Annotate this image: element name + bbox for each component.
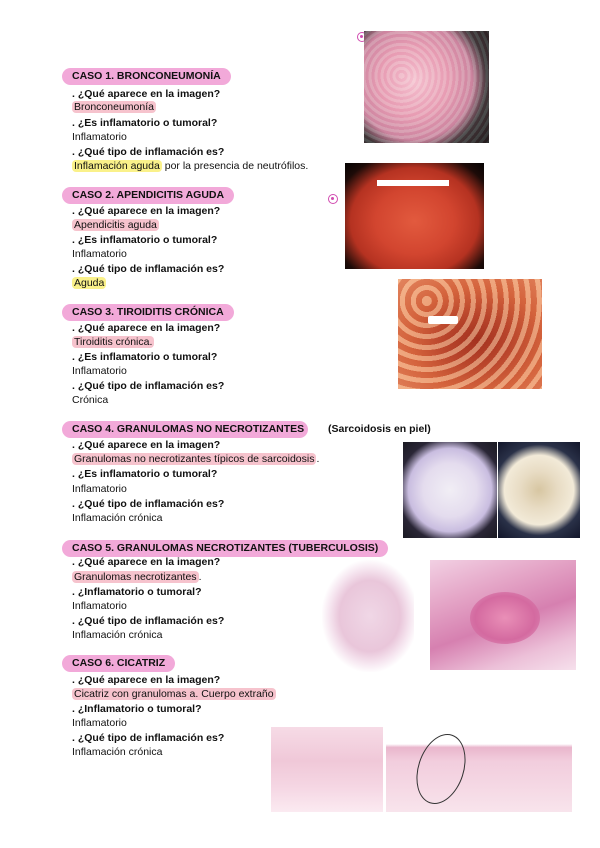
case-2-title: CASO 2. APENDICITIS AGUDA bbox=[62, 187, 234, 204]
case-2-answer-3: Aguda bbox=[74, 277, 105, 289]
image-caption-label bbox=[377, 180, 449, 186]
case-5-question-1: . ¿Qué aparece en la imagen? bbox=[72, 556, 221, 568]
case-5-title: CASO 5. GRANULOMAS NECROTIZANTES (TUBERCULOSIS) bbox=[62, 540, 388, 557]
case-3-question-1: . ¿Qué aparece en la imagen? bbox=[72, 322, 221, 334]
case-6-question-2: . ¿Inflamatorio o tumoral? bbox=[72, 703, 202, 715]
case-4-title-suffix: (Sarcoidosis en piel) bbox=[328, 423, 431, 435]
case-4-question-2: . ¿Es inflamatorio o tumoral? bbox=[72, 468, 218, 480]
case-1-answer-3-highlight: Inflamación aguda bbox=[74, 160, 160, 172]
case-2-question-1: . ¿Qué aparece en la imagen? bbox=[72, 205, 221, 217]
case-3-title: CASO 3. TIROIDITIS CRÓNICA bbox=[62, 304, 234, 321]
case-4-answer-3: Inflamación crónica bbox=[72, 512, 163, 524]
case-1-answer-3-rest: por la presencia de neutrófilos. bbox=[161, 160, 309, 172]
image-caption-label bbox=[428, 316, 458, 324]
case-2-answer-1: Apendicitis aguda bbox=[74, 219, 157, 231]
case-1-question-1: . ¿Qué aparece en la imagen? bbox=[72, 88, 221, 100]
case-5-answer-3: Inflamación crónica bbox=[72, 629, 163, 641]
case-5-answer-1: Granulomas necrotizantes bbox=[74, 571, 197, 583]
case-4-question-1: . ¿Qué aparece en la imagen? bbox=[72, 439, 221, 451]
case-3-answer-1: Tiroiditis crónica. bbox=[74, 336, 153, 348]
case-4-micrograph-right bbox=[498, 442, 580, 538]
case-6-answer-1: Cicatriz con granulomas a. Cuerpo extraño bbox=[74, 688, 274, 700]
case-4-question-3: . ¿Qué tipo de inflamación es? bbox=[72, 498, 225, 510]
annotation-circle bbox=[408, 728, 474, 811]
case-6-question-3: . ¿Qué tipo de inflamación es? bbox=[72, 732, 225, 744]
case-5-answer-1-rest: . bbox=[198, 571, 202, 583]
case-4-title bbox=[62, 421, 308, 438]
case-1-title: CASO 1. BRONCONEUMONÍA bbox=[62, 68, 231, 85]
case-6-micrograph-left bbox=[271, 727, 383, 812]
case-6-answer-3: Inflamación crónica bbox=[72, 746, 163, 758]
case-4-title-main: CASO 4. GRANULOMAS NO NECROTIZANTES bbox=[72, 423, 305, 435]
case-5-question-2: . ¿Inflamatorio o tumoral? bbox=[72, 586, 202, 598]
case-6-answer-2: Inflamatorio bbox=[72, 717, 127, 729]
case-6-title: CASO 6. CICATRIZ bbox=[62, 655, 175, 672]
case-3-micrograph bbox=[398, 279, 542, 389]
case-5-question-3: . ¿Qué tipo de inflamación es? bbox=[72, 615, 225, 627]
case-1-question-3: . ¿Qué tipo de inflamación es? bbox=[72, 146, 225, 158]
annotation-marker-icon bbox=[328, 194, 338, 204]
case-1-micrograph bbox=[364, 31, 489, 143]
case-3-answer-3: Crónica bbox=[72, 394, 109, 406]
case-3-question-2: . ¿Es inflamatorio o tumoral? bbox=[72, 351, 218, 363]
case-2-question-2: . ¿Es inflamatorio o tumoral? bbox=[72, 234, 218, 246]
case-4-answer-1-rest: . bbox=[316, 453, 320, 465]
case-2-answer-2: Inflamatorio bbox=[72, 248, 127, 260]
case-6-micrograph-right bbox=[386, 727, 572, 812]
case-2-micrograph bbox=[345, 163, 484, 269]
case-1-answer-1: Bronconeumonía bbox=[74, 101, 154, 113]
case-4-answer-1: Granulomas no necrotizantes típicos de sarcoidosis bbox=[74, 453, 315, 465]
case-4-micrograph-left bbox=[403, 442, 497, 538]
case-5-answer-2: Inflamatorio bbox=[72, 600, 127, 612]
case-3-question-3: . ¿Qué tipo de inflamación es? bbox=[72, 380, 225, 392]
case-6-question-1: . ¿Qué aparece en la imagen? bbox=[72, 674, 221, 686]
case-3-answer-2: Inflamatorio bbox=[72, 365, 127, 377]
case-1-question-2: . ¿Es inflamatorio o tumoral? bbox=[72, 117, 218, 129]
case-2-question-3: . ¿Qué tipo de inflamación es? bbox=[72, 263, 225, 275]
case-5-micrograph-right bbox=[430, 560, 576, 670]
case-1-answer-2: Inflamatorio bbox=[72, 131, 127, 143]
case-4-answer-2: Inflamatorio bbox=[72, 483, 127, 495]
case-5-micrograph-left bbox=[322, 560, 414, 672]
